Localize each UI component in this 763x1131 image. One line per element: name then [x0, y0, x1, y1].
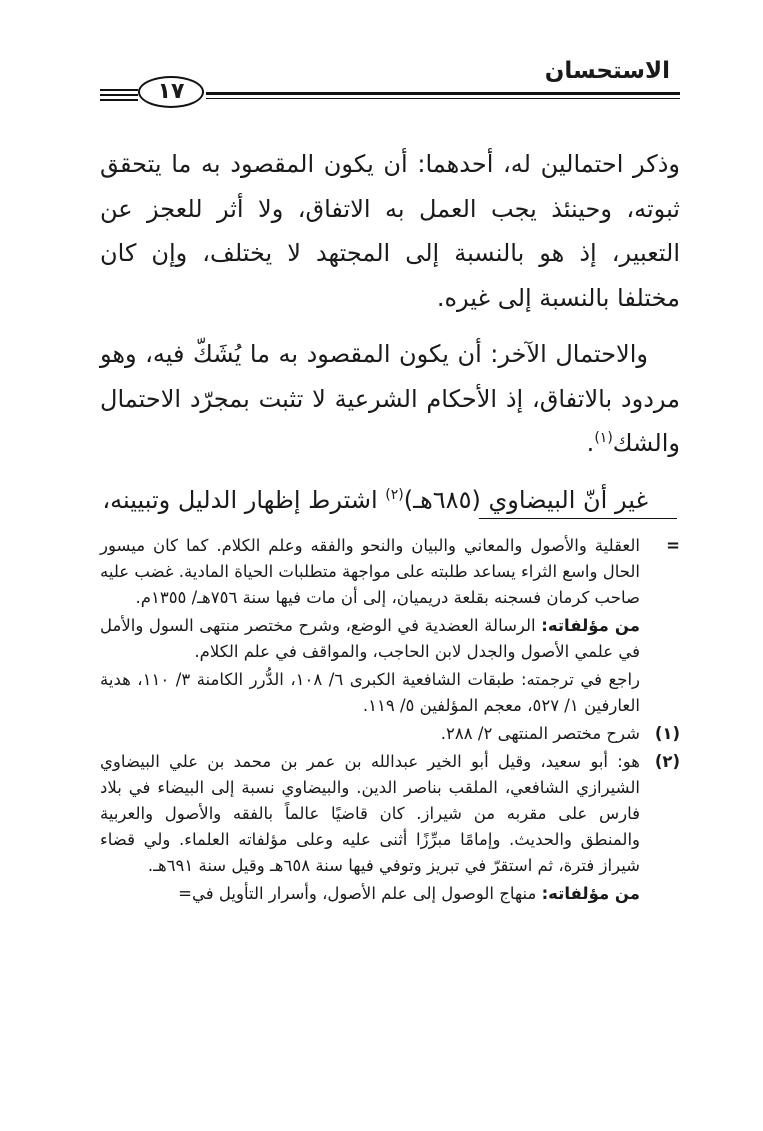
- header-rule-left: [100, 99, 138, 101]
- footnote-works: [100, 881, 640, 907]
- paragraph-tail: .: [586, 429, 595, 457]
- footnote-marker: =: [666, 536, 680, 555]
- running-title: الاستحسان: [544, 58, 670, 84]
- paragraph-text: غير أنّ البيضاوي (٦٨٥هـ): [403, 485, 648, 514]
- works-text: الرسالة العضدية في الوضع، وشرح مختصر منتهى السول والأمل في علمي الأصول والجدل لابن الحاجب، والمواقف في علم الكلام.: [100, 616, 640, 661]
- footnote-works: [100, 613, 640, 665]
- header-rule-thin: [206, 98, 680, 99]
- paragraph-tail: اشترط إظهار الدليل وتبيينه،: [102, 485, 386, 514]
- footnote-marker: (٢): [654, 752, 680, 771]
- footnote-ref: (١): [594, 430, 613, 446]
- footnote-2: [100, 749, 680, 907]
- footnote-continuation: [100, 533, 680, 719]
- works-label: من مؤلفاته:: [541, 884, 640, 903]
- paragraph: [100, 142, 680, 320]
- page-number: ١٧: [138, 76, 204, 108]
- footnotes: [100, 533, 680, 909]
- footnote-1: [100, 721, 680, 747]
- footnote-text: هو: أبو سعيد، وقيل أبو الخير عبدالله بن عمر بن محمد بن علي البيضاوي الشيرازي الشافعي، الملقب بناصر الدين. والبيضاوي نسبة إلى البيضاء في بلاد فارس على مقربه من شيراز. كان قاضيًا عالماً بالفقه والأصول والعربية والمنطق والحديث. وإمامًا مبرِّزًا أثنى عليه وعلى مؤلفاته العلماء. ولي قضاء شيراز فترة، ثم استقرّ في تبريز وتوفي فيها سنة ٦٥٨هـ وقيل سنة ٦٩١هـ.: [100, 752, 640, 875]
- footnote-text: العقلية والأصول والمعاني والبيان والنحو والفقه وعلم الكلام. كما كان ميسور الحال واسع الثراء يساعد طلبته على مواجهة متطلبات الحياة المادية. غضب عليه صاحب كرمان فسجنه بقلعة دريميان، إلى أن مات فيها سنة ٧٥٦هـ/ ١٣٥٥م.: [100, 536, 640, 607]
- page-header: [100, 58, 680, 108]
- footnote-ref: (٢): [385, 486, 404, 503]
- paragraph-text: والاحتمال الآخر: أن يكون المقصود به ما يُشَكّ فيه، وهو مردود بالاتفاق، إذ الأحكام الشرعية لا تثبت بمجرّد الاحتمال والشك: [100, 340, 680, 457]
- footnote-refs: راجع في ترجمته: طبقات الشافعية الكبرى ٦/ ١٠٨، الدُّرر الكامنة ٣/ ١١٠، هدية العارفين ١/ ٥٢٧، معجم المؤلفين ٥/ ١١٩.: [100, 670, 641, 715]
- footnote-marker: (١): [654, 724, 680, 743]
- footnote-separator: [479, 518, 677, 519]
- header-rule-thick: [206, 92, 680, 95]
- footnote-text: شرح مختصر المنتهى ٢/ ٢٨٨.: [440, 724, 640, 743]
- paragraph: [100, 478, 680, 523]
- header-rule-left: [100, 94, 138, 96]
- works-label: من مؤلفاته:: [541, 616, 641, 635]
- main-text: [100, 142, 680, 534]
- header-rule-left: [100, 89, 138, 91]
- works-text: منهاج الوصول إلى علم الأصول، وأسرار التأويل في=: [178, 884, 542, 903]
- paragraph-text: وذكر احتمالين له، أحدهما: أن يكون المقصود به ما يتحقق ثبوته، وحينئذ يجب العمل به الاتفاق، ولا أثر للعجز عن التعبير، إذ هو بالنسبة إلى المجتهد لا يختلف، وإن كان مختلفا بالنسبة إلى غيره.: [100, 150, 680, 312]
- paragraph: [100, 332, 680, 466]
